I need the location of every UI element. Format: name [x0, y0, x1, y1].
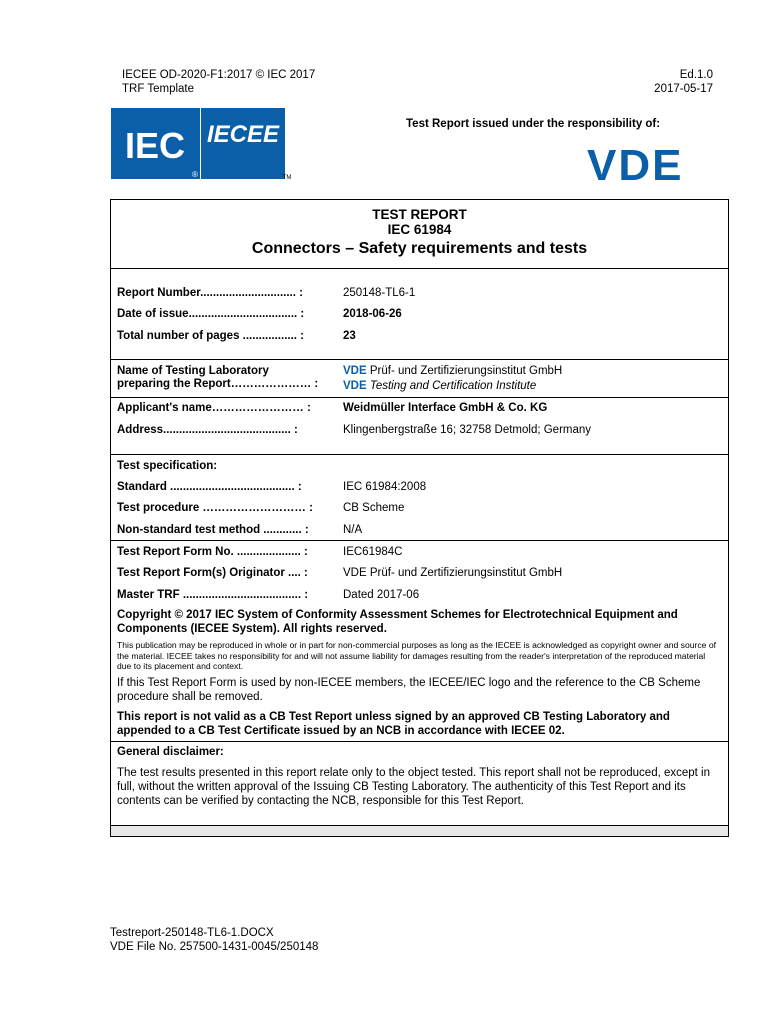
- vde-file-number: VDE File No. 257500-1431-0045/250148: [110, 941, 319, 953]
- iec-logo: [111, 108, 200, 179]
- subject-title: Connectors – Safety requirements and tests: [251, 240, 588, 257]
- validity-notice: This report is not valid as a CB Test Report unless signed by an approved CB Testing Laboratory and appended to a CB Test Certificate issued by an NCB in accordance with IECEE 02.: [117, 711, 670, 737]
- issue-date: 2018-06-26: [343, 308, 402, 320]
- originator-label: Test Report Form(s) Originator .... :: [117, 567, 308, 579]
- template-label: TRF Template: [122, 83, 195, 95]
- lab-label-1: Name of Testing Laboratory: [117, 365, 269, 377]
- pages-label: Total number of pages ................. :: [117, 330, 304, 342]
- vde-logo: VDE: [587, 141, 684, 190]
- disclaimer-heading: General disclaimer:: [117, 746, 224, 758]
- report-number-label: Report Number.............................. :: [117, 287, 303, 299]
- file-name: Testreport-250148-TL6-1.DOCX: [110, 927, 274, 939]
- edition: Ed.1.0: [679, 69, 713, 81]
- copyright-statement: Copyright © 2017 IEC System of Conformity Assessment Schemes for Electrotechnical Equipment and Components (IECEE System). All rights reserved.: [117, 609, 678, 635]
- spec-heading: Test specification:: [117, 460, 218, 472]
- applicant-name: Weidmüller Interface GmbH & Co. KG: [343, 402, 548, 414]
- trf-form-value: IEC61984C: [343, 546, 403, 558]
- footer-bar: [111, 825, 728, 836]
- vde-mark-2: VDE: [343, 380, 367, 392]
- issue-date-label: Date of issue.................................. :: [117, 308, 305, 320]
- standard-value: IEC 61984:2008: [343, 481, 427, 493]
- iec-logo-text: IEC: [124, 125, 186, 166]
- iec-reg-mark: ®: [192, 170, 198, 179]
- applicant-address: Klingenbergstraße 16; 32758 Detmold; Germany: [343, 424, 592, 436]
- master-trf-value: Dated 2017-06: [343, 589, 420, 601]
- edition-date: 2017-05-17: [654, 83, 713, 95]
- applicant-label: Applicant's name…………………… :: [117, 402, 311, 414]
- nonstd-value: N/A: [343, 524, 363, 536]
- procedure-value: CB Scheme: [343, 502, 405, 514]
- copyright-notice: This publication may be reproduced in whole or in part for non-commercial purposes as long as the IECEE is acknowledged as copyright owner and source of the material. IECEE takes no responsibility for and will not assume liability for damages resulting from the reader's interpretation of the reproduced material due to its placement and context.: [117, 640, 717, 671]
- non-iecee-notice: If this Test Report Form is used by non-IECEE members, the IECEE/IEC logo and the reference to the CB Scheme procedure shall be removed.: [117, 677, 701, 703]
- lab-name-de: Prüf- und Zertifizierungsinstitut GmbH: [366, 365, 563, 377]
- nonstd-label: Non-standard test method ............ :: [117, 524, 309, 536]
- iecee-logo: [201, 108, 294, 179]
- address-label: Address........................................ :: [117, 424, 298, 436]
- iecee-logo-text: IECEE: [206, 121, 280, 148]
- responsibility-text: Test Report issued under the responsibility of:: [406, 118, 661, 130]
- procedure-label: Test procedure ……………………… :: [117, 502, 313, 514]
- standard-label: Standard ....................................... :: [117, 481, 302, 493]
- standard-title: IEC 61984: [387, 222, 452, 237]
- disclaimer-text: The test results presented in this report relate only to the object tested. This report shall not be reproduced, except in full, without the written approval of the Issuing CB Testing Laboratory. The authenticity of this Test Report and its contents can be verified by contacting the NCB, responsible for this Test Report.: [117, 767, 711, 807]
- master-trf-label: Master TRF ..................................... :: [117, 589, 309, 601]
- lab-label-2: preparing the Report………………… :: [117, 378, 319, 390]
- report-frame: [110, 199, 729, 837]
- report-number: 250148-TL6-1: [343, 287, 416, 299]
- pages-count: 23: [343, 330, 356, 342]
- trf-form-label: Test Report Form No. .................... :: [117, 546, 308, 558]
- doc-id: IECEE OD-2020-F1:2017 © IEC 2017: [122, 69, 316, 81]
- lab-name-en: Testing and Certification Institute: [366, 380, 537, 392]
- iecee-tm-mark: TM: [282, 175, 292, 179]
- originator-value: VDE Prüf- und Zertifizierungsinstitut GmbH: [343, 567, 563, 579]
- report-title: TEST REPORT: [372, 207, 467, 222]
- vde-mark-1: VDE: [343, 365, 367, 377]
